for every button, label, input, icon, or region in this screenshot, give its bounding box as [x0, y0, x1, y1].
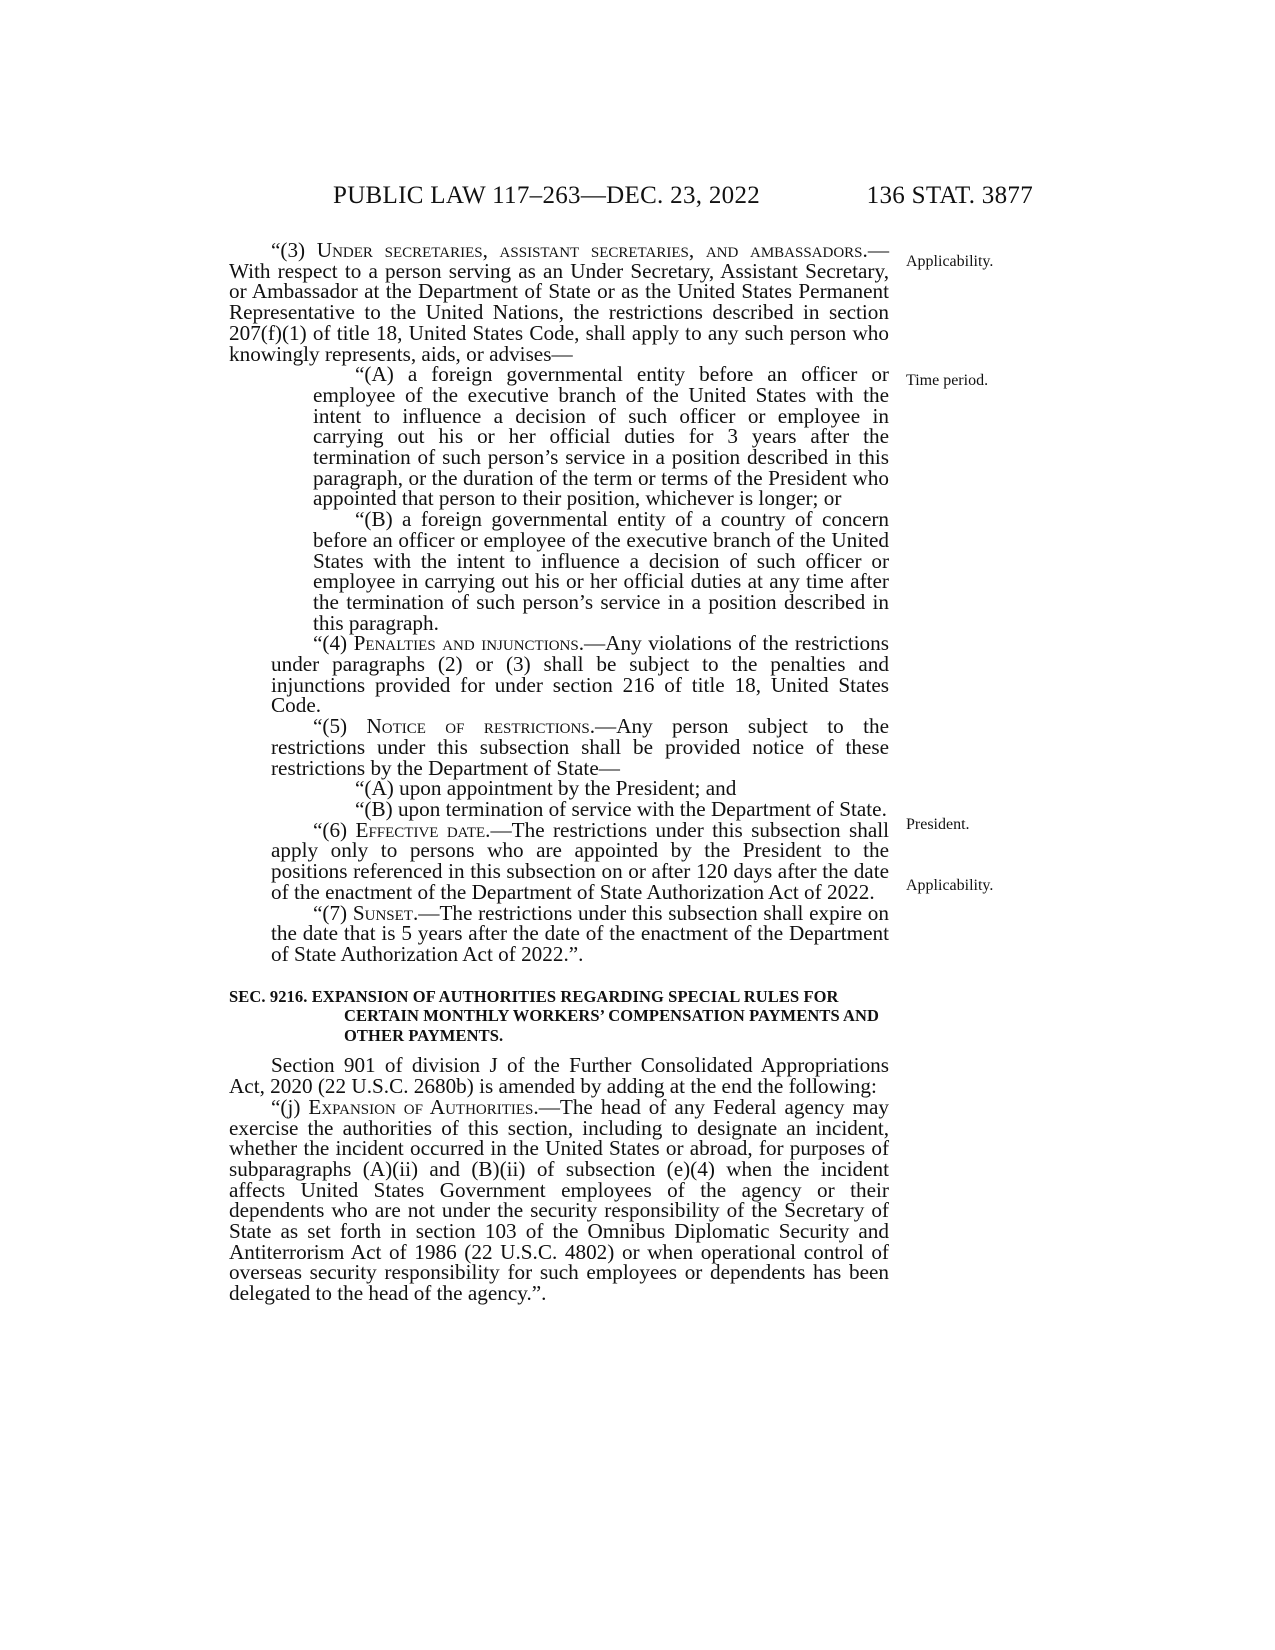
paragraph-6-heading: Effective date	[355, 817, 486, 842]
margin-note-president: President.	[906, 816, 970, 833]
paragraph-6-text: .—The restrictions under this subsection shall apply only to persons who are appointed by the President to the positions referenced in this subsection on or after 120 days after the date of the enactment of the Department of State Authorization Act of 2022.	[271, 817, 889, 904]
paragraph-7-text: .—The restrictions under this subsection shall expire on the date that is 5 years after the date of the enactment of the Department of State Authorization Act of 2022.”.	[271, 900, 889, 966]
statute-page-number: 136 STAT. 3877	[866, 182, 1033, 209]
paragraph-5-A	[229, 778, 889, 799]
subsection-j-text: .—The head of any Federal agency may exercise the authorities of this section, including to designate an incident, whether the incident occurred in the United States or abroad, for purposes of subparagraphs (A)(ii) and (B)(ii) of subsection (e)(4) when the incident affects United States Government employees of the agency or their dependents who are not under the security responsibility of the Secretary of State as set forth in section 103 of the Omnibus Diplomatic Security and Antiterrorism Act of 1986 (22 U.S.C. 4802) or when operational control of overseas security responsibility for such employees or dependents has been delegated to the head of the agency.”.	[229, 1094, 889, 1306]
margin-note-applicability-2: Applicability.	[906, 877, 994, 894]
paragraph-7	[229, 900, 889, 966]
paragraph-4-heading: Penalties and injunctions	[353, 631, 579, 656]
paragraph-4	[229, 633, 889, 716]
paragraph-5-B-text: “(B) upon termination of service with the Department of State.	[355, 796, 887, 821]
paragraph-4-lead: “(4)	[313, 631, 354, 656]
paragraph-5	[229, 716, 889, 778]
paragraph-5-heading: Notice of restrictions	[366, 714, 590, 739]
paragraph-3-text: .—With respect to a person serving as an Under Secretary, Assistant Secretary, or Ambassador at the Department of State or as the United States Permanent Representative to the United Nations, the restrictions described in section 207(f)(1) of title 18, United States Code, shall apply to any such person who knowingly represents, aids, or advises—	[229, 238, 890, 366]
paragraph-3-B	[229, 509, 889, 633]
paragraph-5-lead: “(5)	[313, 714, 367, 739]
paragraph-6-lead: “(6)	[313, 817, 356, 842]
paragraph-5-text: .—Any person subject to the restrictions under this subsection shall be provided notice of these restrictions by the Department of State—	[271, 714, 890, 780]
paragraph-6	[229, 817, 889, 904]
section-intro: Section 901 of division J of the Further Consolidated Appropriations Act, 2020 (22 U.S.C. 2680b) is amended by adding at the end the following:	[229, 1053, 889, 1099]
paragraph-7-lead: “(7)	[313, 900, 353, 925]
page-body	[229, 240, 889, 1304]
page-header	[0, 182, 1275, 222]
margin-note-applicability: Applicability.	[906, 253, 994, 270]
running-title: PUBLIC LAW 117–263—DEC. 23, 2022	[333, 182, 761, 209]
margin-note-time-period: Time period.	[906, 372, 989, 389]
paragraph-3-heading: Under secretaries, assistant secretaries, and ambassadors	[316, 238, 863, 262]
paragraph-3-B-text: “(B) a foreign governmental entity of a country of concern before an officer or employee of the executive branch of the United States with the intent to influence a decision of such officer or employee in carrying out his or her official duties at any time after the termination of such person’s service in a position described in this paragraph.	[313, 507, 889, 635]
subsection-j-heading: Expansion of Authorities	[308, 1094, 534, 1119]
paragraph-5-B	[229, 796, 889, 821]
paragraph-5-A-text: “(A) upon appointment by the President; and	[355, 776, 737, 801]
paragraph-3	[229, 240, 889, 364]
paragraph-3-A-text: “(A) a foreign governmental entity before an officer or employee of the executive branch of the United States with the intent to influence a decision of such officer or employee in carrying out his or her official duties for 3 years after the termination of such person’s service in a position described in this paragraph, or the duration of the term or terms of the President who appointed that person to their position, whichever is longer; or	[313, 362, 889, 511]
paragraph-4-text: .—Any violations of the restrictions under paragraphs (2) or (3) shall be subject to the penalties and injunctions provided for under section 216 of title 18, United States Code.	[271, 631, 889, 718]
paragraph-3-lead: “(3)	[271, 238, 317, 262]
paragraph-7-heading: Sunset	[352, 900, 413, 925]
section-heading: SEC. 9216. EXPANSION OF AUTHORITIES REGARDING SPECIAL RULES FOR CERTAIN MONTHLY WORKERS’ COMPENSATION PAYMENTS AND OTHER PAYMENTS.	[229, 986, 880, 1045]
paragraph-3-A	[229, 364, 889, 509]
subsection-j	[229, 1094, 889, 1306]
subsection-j-lead: “(j)	[271, 1094, 309, 1119]
